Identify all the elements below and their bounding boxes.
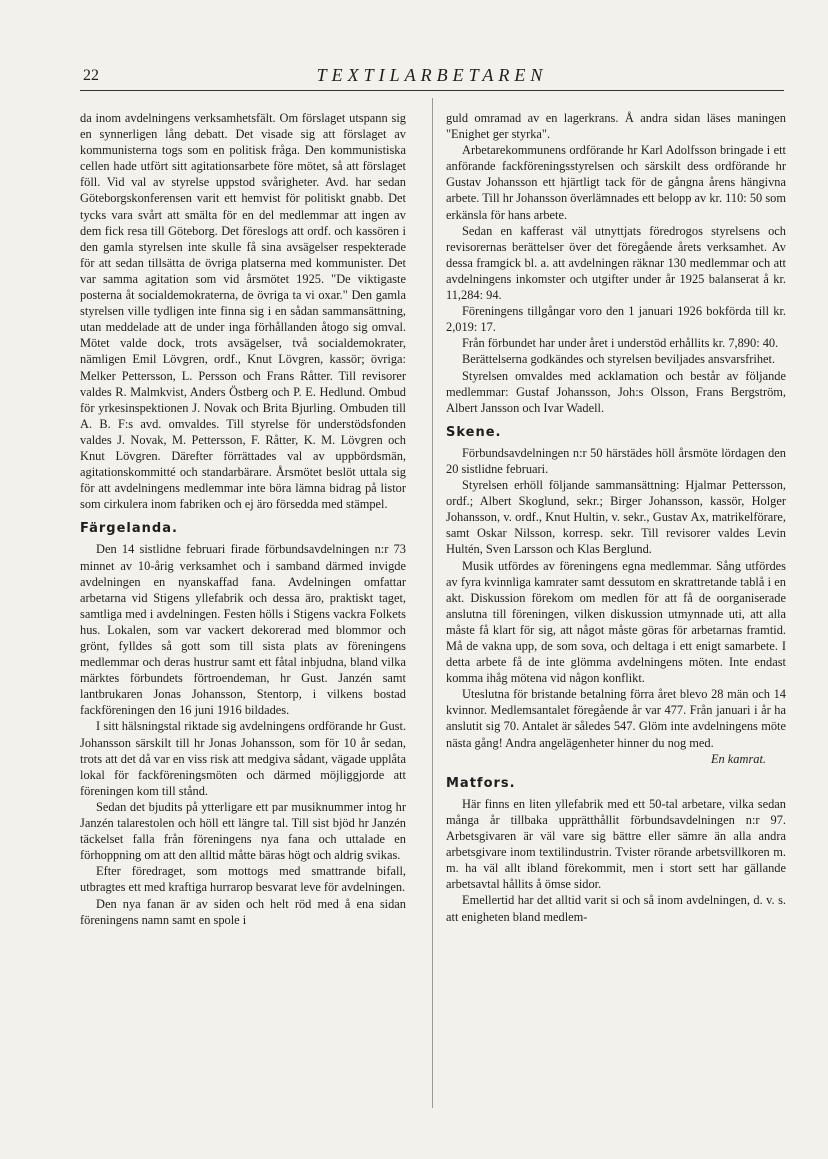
page-number: 22	[83, 67, 99, 84]
article-paragraph: Musik utfördes av föreningens egna medlemmar. Sång utfördes av fyra kvinnliga kamrater samt dessutom en skrattretande tablå i en akt. Diskussion förekom om medlen för att få de oorganiserade anslutna till föreningen, vilken diskussion utmynnade uti, att alla måste få klart för sig, att något måste göras för arbetarnas framtid. Må de vakna upp, de som sova, och deltaga i ett enigt samarbete. I detta arbete få de inte glömma avdelningens möten. Inte endast komma ihåg mötena vid någon konflikt.	[446, 558, 786, 686]
signature: En kamrat.	[710, 751, 766, 766]
article-paragraph: Styrelsen omvaldes med acklamation och består av följande medlemmar: Gustaf Johansson, Joh:s Olsson, Frans Bergström, Albert Jansson och Ivar Wadell.	[446, 368, 786, 415]
right-column	[446, 110, 786, 925]
article-paragraph: Emellertid har det alltid varit si och så inom avdelningen, d. v. s. att enigheten bland medlem-	[446, 893, 786, 924]
page-header	[80, 64, 784, 91]
article-paragraph: Styrelsen erhöll följande sammansättning: Hjalmar Pettersson, ordf.; Albert Skoglund, sekr.; Birger Johansson, kassör, Holger Johansson, v. ordf., Knut Hultin, v. sekr., Gustav Ax, matrikelförare, samt Oskar Nilsson, korresp. sekr. Till revisorer valdes Levin Hultén, Sven Larsson och Klas Berglund.	[446, 478, 786, 557]
article-paragraph: Sedan en kafferast väl utnyttjats föredrogos styrelsens och revisorernas berättelser över det föregående årets verksamhet. Av dessa framgick bl. a. att avdelningen räknar 130 medlemmar och att avdelningens inkomster och utgifter under år 1925 balanserat å kr. 11,284: 94.	[446, 223, 786, 303]
article-paragraph: Efter föredraget, som mottogs med smattrande bifall, utbragtes ett med kraftiga hurrarop besvarat leve för avdelningen.	[80, 864, 406, 895]
article-paragraph: da inom avdelningens verksamhetsfält. Om förslaget utspann sig en synnerligen lång debatt. Det visade sig att förslaget av kommunisterna togs som en politisk fråga. Den kommunistiska cellen hade utfört sitt agitationsarbete före mötet, så att förslaget föll. Vid val av styrelse uppstod svårigheter. Avd. har sedan Göteborgskonferensen varit ett hemvist för politiskt gnabb. Det tycks vara svårt att smälta för en del medlemmar att ingen av dem fick resa till Göteborg. Det föreslogs att ordf. och kassören i den gamla styrelsen inte skulle få sina avsägelser respekterade för att sedan tillsätta de övriga platserna med kommunister. Det var samma agitation som vid årsmötet 1925. "De viktigaste posterna åt socialdemokraterna, de övriga ta vi oxar." Den gamla styrelsen ville tydligen inte finna sig i en sådan sammansättning, utan meddelade att de under inga förhållanden åtogo sig omval. Mötet valde dock, trots avsägelser, två socialdemokrater, nämligen Emil Lövgren, ordf., Knut Lövgren, kassör; övriga: Melker Pettersson, L. Persson och Frans Råtter. Till revisorer valdes R. Malmkvist, Anders Östberg och P. E. Hedlund. Ombud för yrkesinspektionen J. Novak och Brita Bjurling. Ombuden till A. B. F:s avd. omvaldes. Till styrelse för understödsfonden valdes J. Novak, M. Pettersson, F. Råtter, K. M. Lövgren och Knut Lövgren. Därefter förrättades val av uppbördsmän, agitationskommitté och standarbärare. Årsmötet beslöt uttala sig för att avdelningens medlemmar inte böra lämna bidrag på listor som cirkulera inom fabriken och ej äro försedda med stämpel.	[80, 111, 406, 512]
article-paragraph: guld omramad av en lagerkrans. Å andra sidan läses maningen "Enighet ger styrka".	[446, 111, 786, 142]
article-paragraph: Förbundsavdelningen n:r 50 härstädes höll årsmöte lördagen den 20 sistlidne februari.	[446, 445, 786, 476]
article-paragraph: Berättelserna godkändes och styrelsen beviljades ansvarsfrihet.	[462, 352, 776, 367]
section-heading-fargelanda: Färgelanda.	[80, 521, 178, 537]
article-paragraph: Från förbundet har under året i understöd erhållits kr. 7,890: 40.	[462, 336, 779, 351]
article-paragraph: Arbetarekommunens ordförande hr Karl Adolfsson bringade i ett anförande fackföreningsstyrelsen och särskilt dess ordförande hr Gustav Johansson ett hjärtligt tack för de gångna årens hängivna arbete. Till hr Johansson överlämnades ett belopp av kr. 110: 50 som erkänsla för hans arbete.	[446, 143, 786, 222]
column-divider	[432, 98, 433, 1108]
article-paragraph: Föreningens tillgångar voro den 1 januari 1926 bokförda till kr. 2,019: 17.	[446, 304, 786, 335]
article-paragraph: Här finns en liten yllefabrik med ett 50-tal arbetare, vilka sedan många år tillbaka upprätthållit förbundsavdelningen n:r 97. Arbetsgivaren är väl vare sig bättre eller sämre än alla andra arbetsgivare inom textilindustrin. Tvister rörande arbetsvillkoren m. m. ha väl allt ibland förekommit, men i stort sett har gällande arbetsavtal hållits å ömse sidor.	[446, 796, 786, 892]
article-paragraph: Den 14 sistlidne februari firade förbundsavdelningen n:r 73 minnet av 10-årig verksamhet och i samband därmed invigde avdelningen en nyanskaffad fana. Avdelningen omfattar arbetarna vid Stigens yllefabrik och dessa äro, praktiskt taget, samtliga med i avdelningen. Festen hölls i Stigens vackra Folkets hus. Lokalen, som var vackert dekorerad med blommor och grönt, fylldes så gott som till sista plats av föreningens medlemmar och deras hustrur samt ett fåtal inbjudna, bland vilka märktes förbundets förtroendeman, hr Gust. Janzén samt lantbrukaren Jonas Johansson, Stentorp, i vilkens bostad fackföreningen den 16 juni 1916 bildades.	[80, 542, 406, 718]
article-paragraph: I sitt hälsningstal riktade sig avdelningens ordförande hr Gust. Johansson särskilt till hr Jonas Johansson, som för 10 år sedan, trots att det då var en viss risk att medgiva sådant, vägade upplåta lokal för fackföreningsmöten och därmed möjliggjorde att föreningen kom till stånd.	[80, 719, 406, 798]
running-title: TEXTILARBETAREN	[316, 65, 548, 85]
article-paragraph: Sedan det bjudits på ytterligare ett par musiknummer intog hr Janzén talarestolen och höll ett längre tal. Till sist bjöd hr Janzén täckelset falla från föreningens nya fana och uttalade en förhoppning om att den alltid måtte bäras högt och aldrig svikas.	[80, 799, 406, 863]
section-heading-matfors: Matfors.	[446, 775, 516, 791]
article-paragraph: Uteslutna för bristande betalning förra året blevo 28 män och 14 kvinnor. Medlemsantalet föregående år var 477. Från januari i år ha anslutit sig 70. Antalet är således 547. Glöm inte avdelningens möte nästa gång! Andra angelägenheter hinner du nog med.	[446, 687, 786, 750]
article-paragraph: Den nya fanan är av siden och helt röd med å ena sidan föreningens namn samt en spole i	[80, 896, 406, 927]
section-heading-skene: Skene.	[446, 424, 502, 440]
left-column	[80, 110, 406, 928]
